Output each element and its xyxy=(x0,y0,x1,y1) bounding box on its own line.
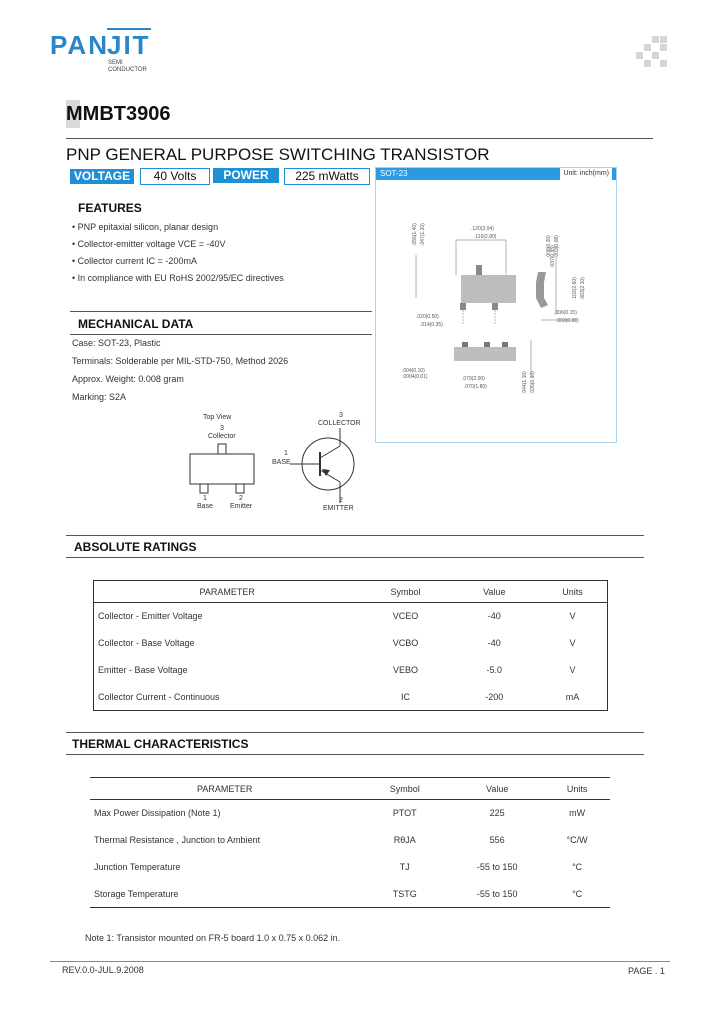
pin2-name: Emitter xyxy=(230,503,253,510)
page-title: PNP GENERAL PURPOSE SWITCHING TRANSISTOR xyxy=(66,145,490,164)
decorative-dots xyxy=(636,36,668,68)
dim-5: .102(2.60) xyxy=(572,277,578,300)
brand-sub-semi: SEMI xyxy=(108,60,123,66)
col-value: Value xyxy=(483,586,506,597)
brand-logo-jit: JIT xyxy=(107,30,151,60)
table-header-row xyxy=(90,778,610,800)
cell-units: V xyxy=(538,657,607,684)
dim-3: .055(1.40) xyxy=(412,223,418,246)
cell-units: V xyxy=(538,630,607,657)
brand-logo-pan: PAN xyxy=(50,30,109,60)
col-symbol: Symbol xyxy=(389,783,420,794)
sym-pin1-number: 1 xyxy=(284,450,288,457)
transistor-symbol xyxy=(280,428,370,503)
cell-units: °C xyxy=(572,888,583,899)
mechanical-heading: MECHANICAL DATA xyxy=(78,317,194,331)
col-value: Value xyxy=(486,783,509,794)
cell-parameter: Junction Temperature xyxy=(94,862,181,872)
thermal-bottom-rule xyxy=(66,754,644,755)
pkg-side-view xyxy=(536,272,548,308)
dim-1: .120(3.04) xyxy=(471,226,494,232)
dim-8: .014(0.35) xyxy=(420,322,443,328)
cell-parameter: Collector - Emitter Voltage xyxy=(94,603,361,630)
header-divider xyxy=(66,138,653,139)
cell-parameter: Max Power Dissipation (Note 1) xyxy=(94,808,221,819)
cell-value: -55 to 150 xyxy=(476,862,518,872)
absolute-top-rule xyxy=(66,535,644,536)
cell-symbol: VCEO xyxy=(392,611,419,622)
cell-symbol: RθJA xyxy=(393,835,416,845)
dim-7: .020(0.50) xyxy=(416,314,439,320)
cell-value: 556 xyxy=(489,835,505,845)
table-row xyxy=(94,684,608,711)
table-row xyxy=(90,800,610,827)
cell-units: V xyxy=(538,603,607,630)
dim-11: .008(0.20) xyxy=(546,235,552,258)
mechanical-top-rule xyxy=(70,311,372,312)
power-value-tag: 225 mWatts xyxy=(284,168,370,185)
sym-pin2-number: 2 xyxy=(339,497,343,504)
cell-units: °C xyxy=(572,862,583,872)
pkg-lead-front-3 xyxy=(502,342,508,347)
table-header-row xyxy=(94,581,608,603)
dim-10: .003(0.08) xyxy=(556,318,579,324)
part-number: MMBT3906 xyxy=(66,103,171,125)
pkg-lead-front-2 xyxy=(484,342,490,347)
cell-symbol: VEBO xyxy=(392,665,418,675)
brand-sub-conductor: CONDUCTOR xyxy=(108,67,147,73)
dim-19: .037(0.95) xyxy=(550,245,556,268)
col-parameter: PARAMETER xyxy=(94,581,361,603)
thermal-table xyxy=(90,777,610,908)
table-row xyxy=(94,603,608,630)
package-header xyxy=(376,168,616,180)
cell-value: -5.0 xyxy=(486,665,503,675)
col-parameter: PARAMETER xyxy=(197,783,253,794)
dim-13: .079(2.00) xyxy=(462,376,485,382)
cell-parameter: Collector - Base Voltage xyxy=(94,630,361,657)
mechanical-line: Case: SOT-23, Plastic xyxy=(72,338,161,348)
thermal-top-rule xyxy=(66,732,644,733)
table-row xyxy=(90,854,610,881)
feature-item: • PNP epitaxial silicon, planar design xyxy=(72,222,219,232)
page-number: PAGE . 1 xyxy=(628,966,665,976)
cell-value: 225 xyxy=(489,808,505,819)
dim-17: .044(1.10) xyxy=(522,371,528,394)
cell-symbol: VCBO xyxy=(392,638,419,648)
cell-value: -40 xyxy=(487,611,501,622)
feature-item: • In compliance with EU RoHS 2002/95/EC directives xyxy=(72,273,284,283)
mechanical-list xyxy=(72,338,372,410)
dim-9: .006(0.15) xyxy=(554,310,577,316)
cell-symbol: IC xyxy=(400,691,410,702)
feature-item: • Collector-emitter voltage VCE = -40V xyxy=(72,239,226,249)
table-row xyxy=(90,827,610,854)
voltage-label-tag: VOLTAGE xyxy=(70,169,134,184)
table-row xyxy=(94,630,608,657)
top-view-drawing xyxy=(188,440,258,498)
mechanical-bottom-rule xyxy=(70,334,372,335)
feature-item: • Collector current IC = -200mA xyxy=(72,256,197,266)
mechanical-line: Marking: S2A xyxy=(72,392,127,402)
top-view-label: Top View xyxy=(203,414,232,421)
package-name: SOT-23 xyxy=(380,169,408,178)
voltage-value-tag: 40 Volts xyxy=(140,168,210,185)
cell-parameter: Emitter - Base Voltage xyxy=(94,657,361,684)
cell-value: -200 xyxy=(485,691,504,702)
dim-12: .003(0.08) xyxy=(554,235,560,258)
dim-15: .004(0.10) xyxy=(402,368,425,374)
dim-18: .035(0.90) xyxy=(530,371,536,394)
dim-16: .0004(0.01) xyxy=(402,374,428,380)
pin1-number: 1 xyxy=(203,495,207,502)
features-heading: FEATURES xyxy=(78,201,142,215)
absolute-ratings-table xyxy=(93,580,608,711)
cell-symbol: TJ xyxy=(399,862,410,872)
package-drawing xyxy=(376,180,616,442)
mechanical-line: Terminals: Solderable per MIL-STD-750, Method 2026 xyxy=(72,356,289,366)
pkg-body-top xyxy=(461,275,516,303)
footnote: Note 1: Transistor mounted on FR-5 board 1.0 x 0.75 x 0.062 in. xyxy=(85,933,341,943)
table-row xyxy=(90,881,610,908)
pkg-lead-front-1 xyxy=(462,342,468,347)
cell-value: -40 xyxy=(487,638,501,648)
package-unit: Unit: inch(mm) xyxy=(560,168,612,180)
cell-units: mA xyxy=(538,684,607,711)
cell-units: mW xyxy=(569,808,586,819)
revision-label: REV.0.0-JUL.9.2008 xyxy=(62,965,144,975)
mechanical-line: Approx. Weight: 0.008 gram xyxy=(72,374,184,384)
table-row xyxy=(94,657,608,684)
pin3-number: 3 xyxy=(220,425,224,432)
absolute-bottom-rule xyxy=(66,557,644,558)
thermal-heading: THERMAL CHARACTERISTICS xyxy=(72,737,249,751)
dim-2: .110(2.80) xyxy=(474,234,497,240)
dim-6: .083(2.10) xyxy=(580,277,586,300)
col-units: Units xyxy=(566,783,588,794)
dim-14: .070(1.80) xyxy=(464,384,487,390)
power-label-tag: POWER xyxy=(213,168,279,183)
pin2-number: 2 xyxy=(239,495,243,502)
footer-rule xyxy=(50,961,670,962)
col-symbol: Symbol xyxy=(390,586,421,597)
pin1-name: Base xyxy=(197,503,213,510)
features-list xyxy=(72,222,372,290)
col-units: Units xyxy=(538,581,607,603)
cell-parameter: Collector Current - Continuous xyxy=(94,684,361,711)
pkg-lead-br xyxy=(492,303,498,310)
cell-symbol: TSTG xyxy=(392,888,417,899)
package-panel xyxy=(375,167,617,443)
cell-units: °C/W xyxy=(566,835,588,845)
pkg-lead-bl xyxy=(460,303,466,310)
cell-parameter: Storage Temperature xyxy=(94,888,179,899)
sym-pin3-number: 3 xyxy=(339,412,343,419)
sym-emitter-label: EMITTER xyxy=(323,505,354,512)
cell-symbol: PTOT xyxy=(392,808,417,819)
pkg-lead-top xyxy=(476,265,482,275)
cell-value: -55 to 150 xyxy=(476,888,518,899)
sym-base-label: BASE xyxy=(272,459,291,466)
absolute-heading: ABSOLUTE RATINGS xyxy=(74,540,197,554)
cell-parameter: Thermal Resistance , Junction to Ambient xyxy=(94,835,261,845)
pin3-name: Collector xyxy=(208,433,236,440)
dim-4: .047(1.20) xyxy=(420,223,426,246)
sym-collector-label: COLLECTOR xyxy=(318,420,361,427)
pkg-body-front xyxy=(454,347,516,361)
